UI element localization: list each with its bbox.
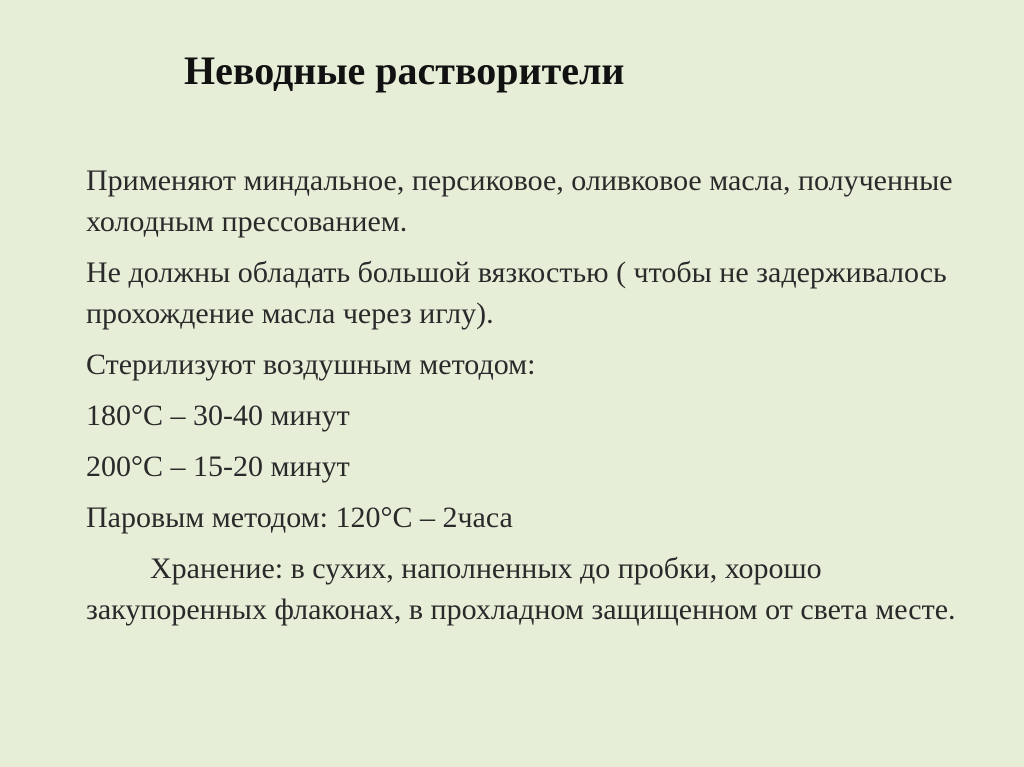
slide-title: Неводные растворители (184, 48, 625, 93)
slide-body (86, 160, 966, 640)
paragraph-sterilization: Стерилизуют воздушным методом: (86, 348, 536, 381)
paragraph-storage: Хранение: в сухих, наполненных до пробки, хорошо закупоренных флаконах, в прохладном защищенном от света месте. (86, 552, 956, 626)
paragraph-temp-180: 180°С – 30-40 минут (86, 399, 350, 432)
paragraph-viscosity: Не должны обладать большой вязкостью ( чтобы не задерживалось прохождение масла через иглу). (86, 256, 947, 330)
paragraph-steam-method: Паровым методом: 120°С – 2часа (86, 501, 513, 534)
paragraph-temp-200: 200°С – 15-20 минут (86, 450, 350, 483)
paragraph-oils: Применяют миндальное, персиковое, оливковое масла, полученные холодным прессованием. (86, 164, 953, 238)
